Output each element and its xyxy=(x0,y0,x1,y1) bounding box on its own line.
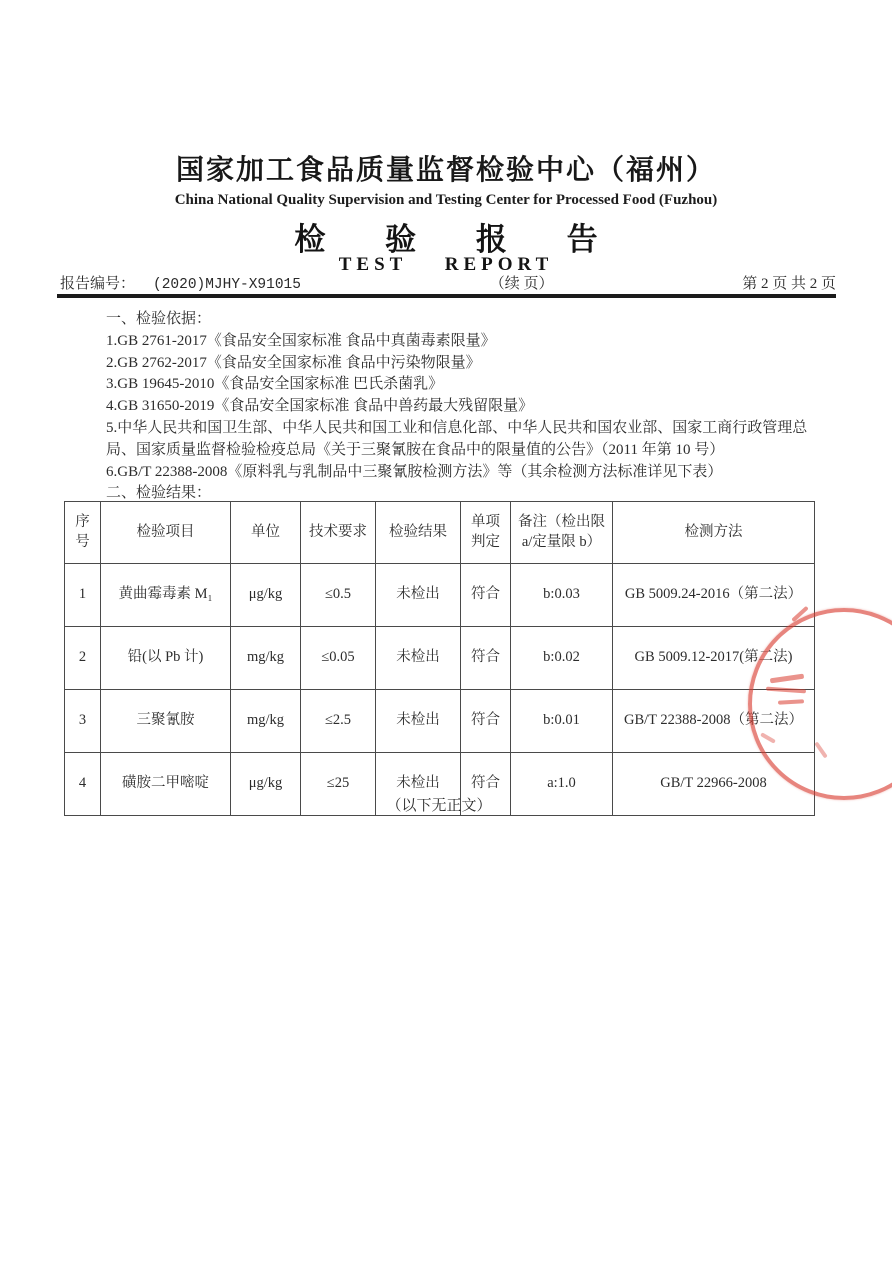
end-of-text-note: （以下无正文） xyxy=(386,798,492,814)
table-row xyxy=(65,564,815,627)
cell-index: 4 xyxy=(65,753,101,816)
table-header-row xyxy=(65,502,815,564)
report-title-chinese: 检 验 报 告 xyxy=(294,222,624,257)
page-indicator: 第 2 页 共 2 页 xyxy=(742,276,836,292)
cell-index: 3 xyxy=(65,690,101,753)
cell-requirement: ≤0.05 xyxy=(301,627,376,690)
col-header-requirement: 技术要求 xyxy=(301,502,376,564)
table-row xyxy=(65,627,815,690)
col-header-method: 检测方法 xyxy=(613,502,815,564)
cell-remark: b:0.03 xyxy=(511,564,613,627)
cell-judgement: 符合 xyxy=(461,690,511,753)
report-number xyxy=(60,272,301,293)
col-header-remark: 备注（检出限 a/定量限 b） xyxy=(511,502,613,564)
basis-item: 3.GB 19645-2010《食品安全国家标准 巴氏杀菌乳》 xyxy=(106,376,444,393)
cell-result: 未检出 xyxy=(376,690,461,753)
col-header-judgement: 单项判定 xyxy=(461,502,511,564)
col-header-item: 检验项目 xyxy=(101,502,231,564)
cell-item: 铅(以 Pb 计) xyxy=(101,627,231,690)
header-divider-rule xyxy=(57,294,836,298)
cell-unit: μg/kg xyxy=(231,564,301,627)
basis-item: 4.GB 31650-2019《食品安全国家标准 食品中兽药最大残留限量》 xyxy=(106,398,534,415)
continuation-note: （续 页） xyxy=(489,276,554,292)
cell-remark: b:0.01 xyxy=(511,690,613,753)
cell-method: GB/T 22388-2008（第二法） xyxy=(613,690,815,753)
col-header-index: 序号 xyxy=(65,502,101,564)
cell-remark: b:0.02 xyxy=(511,627,613,690)
cell-unit: μg/kg xyxy=(231,753,301,816)
basis-heading: 一、检验依据： xyxy=(106,311,212,327)
cell-remark: a:1.0 xyxy=(511,753,613,816)
cell-requirement: ≤2.5 xyxy=(301,690,376,753)
results-heading: 二、检验结果： xyxy=(106,485,212,502)
cell-item: 黄曲霉毒素 M₁ xyxy=(101,564,231,627)
cell-result: 未检出 xyxy=(376,564,461,627)
results-table xyxy=(64,501,815,816)
cell-item: 三聚氰胺 xyxy=(101,690,231,753)
cell-index: 1 xyxy=(65,564,101,627)
cell-item: 磺胺二甲嘧啶 xyxy=(101,753,231,816)
cell-judgement: 符合 xyxy=(461,753,511,816)
report-title-english: TEST REPORT xyxy=(338,254,554,275)
table-row xyxy=(65,690,815,753)
cell-result: 未检出 xyxy=(376,753,461,816)
basis-item: 5.中华人民共和国卫生部、中华人民共和国工业和信息化部、中华人民共和国农业部、国家工商行政管理总局、国家质量监督检验检疫总局《关于三聚氰胺在食品中的限量值的公告》（2011 年第 10 号） xyxy=(106,419,808,458)
cell-index: 2 xyxy=(65,627,101,690)
report-meta-row xyxy=(60,272,836,293)
cell-unit: mg/kg xyxy=(231,627,301,690)
report-number-label: 报告编号： xyxy=(60,276,136,292)
basis-item: 6.GB/T 22388-2008《原料乳与乳制品中三聚氰胺检测方法》等（其余检测方法标准详见下表） xyxy=(106,463,723,480)
cell-judgement: 符合 xyxy=(461,627,511,690)
cell-requirement: ≤0.5 xyxy=(301,564,376,627)
basis-item: 1.GB 2761-2017《食品安全国家标准 食品中真菌毒素限量》 xyxy=(106,332,496,349)
inspection-basis-section xyxy=(106,309,814,505)
report-number-value: (2020)MJHY-X91015 xyxy=(153,277,301,293)
cell-result: 未检出 xyxy=(376,627,461,690)
cell-judgement: 符合 xyxy=(461,564,511,627)
cell-requirement: ≤25 xyxy=(301,753,376,816)
cell-method: GB/T 22966-2008 xyxy=(613,753,815,816)
basis-item: 2.GB 2762-2017《食品安全国家标准 食品中污染物限量》 xyxy=(106,354,481,371)
center-title-chinese: 国家加工食品质量监督检验中心（福州） xyxy=(175,155,716,186)
cell-unit: mg/kg xyxy=(231,690,301,753)
cell-method: GB 5009.12-2017(第二法) xyxy=(613,627,815,690)
center-title-english: China National Quality Supervision and Testing Center for Processed Food (Fuzhou) xyxy=(174,192,718,208)
col-header-unit: 单位 xyxy=(231,502,301,564)
cell-method: GB 5009.24-2016（第二法） xyxy=(613,564,815,627)
col-header-result: 检验结果 xyxy=(376,502,461,564)
